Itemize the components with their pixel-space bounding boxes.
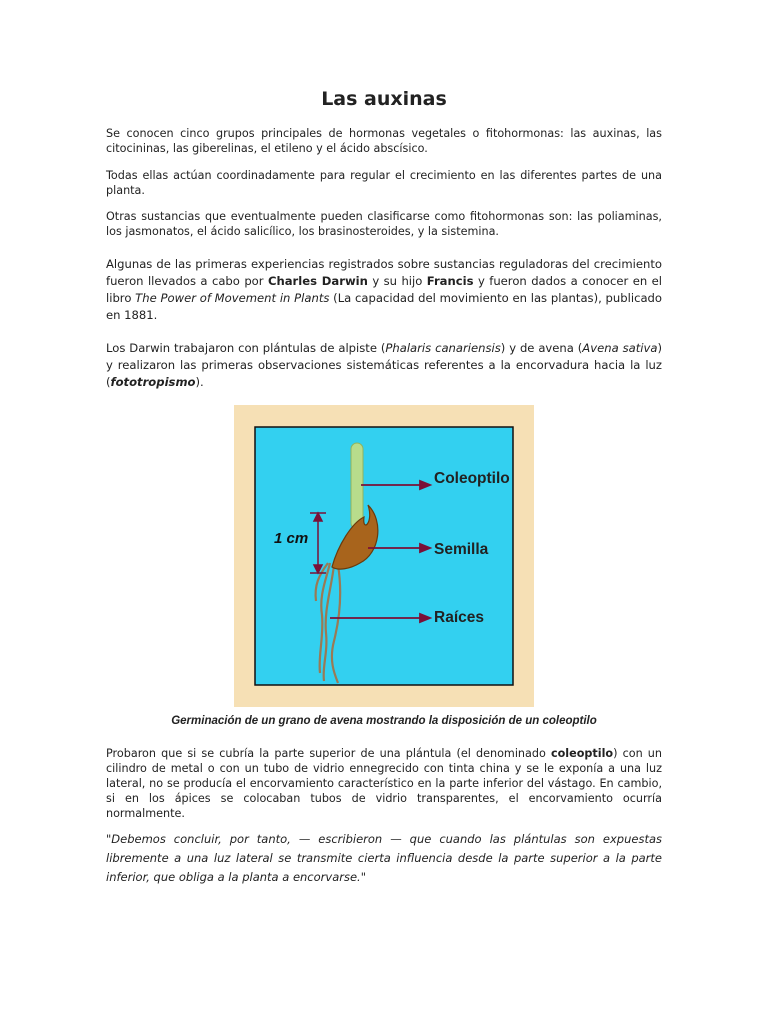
scale-label: 1 cm <box>274 530 309 547</box>
paragraph-phototropism: Los Darwin trabajaron con plántulas de alpiste (Phalaris canariensis) y de avena (Avena sativa) y realizaron las primeras observaciones sistemáticas referentes a la encorvadura hacia la luz (fototropismo). <box>106 341 662 389</box>
paragraph-darwin-experiments: Algunas de las primeras experiencias registrados sobre sustancias reguladoras del crecimiento fueron llevados a cabo por Charles Darwin y su hijo Francis y fueron dados a conocer en el libro The Power of Movement in Plants (La capacidad del movimiento en las plantas), publicado en 1881. <box>106 257 662 322</box>
label-semilla: Semilla <box>434 541 489 558</box>
paragraph-coordination: Todas ellas actúan coordinadamente para regular el crecimiento en las diferentes partes de una planta. <box>106 169 662 197</box>
label-raices: Raíces <box>434 609 484 626</box>
coleoptile-shape <box>351 443 363 529</box>
page-title: Las auxinas <box>321 88 447 110</box>
figure-caption: Germinación de un grano de avena mostrando la disposición de un coleoptilo <box>171 715 597 727</box>
label-coleoptilo: Coleoptilo <box>434 470 510 487</box>
oat-germination-figure <box>234 405 534 707</box>
paragraph-hormone-groups: Se conocen cinco grupos principales de hormonas vegetales o fitohormonas: las auxinas, las citocininas, las giberelinas, el etileno y el ácido abscísico. <box>106 127 662 155</box>
paragraph-other-substances: Otras sustancias que eventualmente pueden clasificarse como fitohormonas son: las poliaminas, los jasmonatos, el ácido salicílico, los brasinosteroides, y la sistemina. <box>106 210 662 238</box>
darwin-quote: "Debemos concluir, por tanto, — escribieron — que cuando las plántulas son expuestas libremente a una luz lateral se transmite cierta influencia desde la parte superior a la parte inferior, que obliga a la planta a encorvarse." <box>106 832 662 884</box>
paragraph-coleoptile-experiment: Probaron que si se cubría la parte superior de una plántula (el denominado coleoptilo) con un cilindro de metal o con un tubo de vidrio ennegrecido con tinta china y se le exponía a una luz lateral, no se producía el encorvamiento característico en la parte inferior del vástago. En cambio, si en los ápices se colocaban tubos de vidrio transparentes, el encorvamiento ocurría normalmente. <box>106 747 662 820</box>
